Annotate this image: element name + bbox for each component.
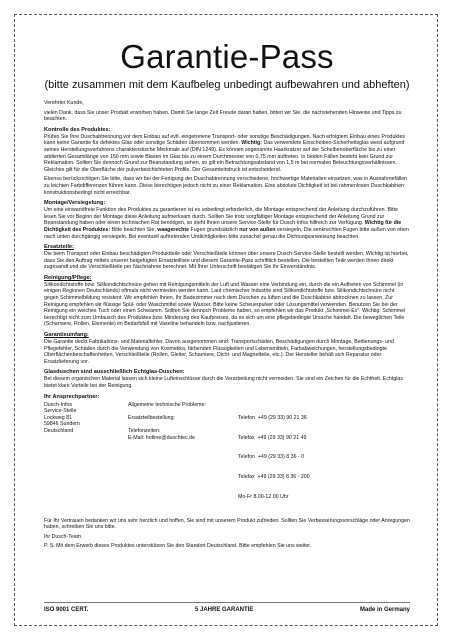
section-title-glas: Glasduschen sind ausschließlich Echtglas-Duschen:: [44, 369, 185, 376]
section-title-kontrolle: Kontrolle des Produktes:: [44, 126, 111, 133]
montage-text-c: Fugen grundsätzlich: [190, 226, 238, 233]
section-ansprechpartner: [44, 394, 410, 514]
contact-line: 59846 Sundern: [44, 421, 80, 428]
closing-text: Für Ihr Vertrauen bedanken wir uns sehr herzlich und hoffen, Sie sind mit unserem Produkt zufrieden. Sollten Sie Verbesserungsvorschläge oder Anregungen haben, schreiben Sie uns bitte.: [44, 517, 410, 531]
footer-divider: [44, 602, 410, 603]
contact-table: [44, 402, 410, 514]
ersatzteile-paragraph: Die beim Transport oder Einbau beschädigten Produktteile oder Verschleißteile können über unsere Dusch-Service-Stelle bestellt werden. Wichtig ist hierbei, dass Sie den Auftrag mittels unserer beigefügten Ersatzteilliste und diesem Garantie-Pass schriftlich bestellen. Die bestellten Teile werden Ihnen direkt zugesandt und die Verschleißteile per Nachnahme berechnet. Mit Ihrer Unterschrift bestätigen Sie Ihr Einverständnis.: [44, 251, 409, 271]
contact-line: Deutschland: [44, 427, 74, 434]
contact-phone-column: [238, 402, 410, 514]
intro-text: vielen Dank, dass Sie unser Produkt erworben haben. Damit Sie lange Zeit Freude daran haben, bitten wir Sie, die nachstehenden Hinweise und Tipps zu beachten.: [44, 109, 402, 123]
contact-line: Service-Stelle: [44, 408, 77, 415]
section-montage: [44, 200, 410, 240]
section-reinigung: [44, 275, 410, 328]
contact-line: Telefax +49 (29 33) 90 21 49: [238, 434, 307, 441]
contact-line: Telefonzeiten:: [128, 427, 161, 434]
section-title-ersatzteile: Ersatzteile:: [44, 244, 74, 251]
signature: Ihr Dusch-Team: [44, 533, 82, 540]
section-title-montage: Montage/Versiegelung:: [44, 200, 106, 207]
document-body: [44, 38, 410, 553]
montage-bold-2: waagerechte: [157, 226, 190, 233]
section-kontrolle: [44, 127, 410, 196]
contact-email[interactable]: E-Mail: hotline@duschtec.de: [128, 434, 195, 441]
glas-paragraph: Bei diesem organischen Material lassen sich kleine Lufteinschlüsse durch die Verarbeitung nicht vermeiden. Sie sind ein Zeichen für die Echtheit. Echtglas bietet klare Vorteile bei der Reinigung.: [44, 376, 403, 389]
kontrolle-text-a: Prüfen Sie Ihre Duschabtrennung vor dem Einbau auf evtl. eingetretene Transport- oder sonstige Beschädigungen. Nach erfolgtem Einbau eines Produktes kann keine Garantie für defektes Glas oder sonstige Schäden übernommen werden.: [44, 133, 406, 147]
footer: [44, 606, 410, 614]
montage-text-a: Um eine einwandfreie Funktion des Produktes zu garantieren ist es unbedingt erforderlich, die Montage entsprechend der Anleitung durchzuführen. Bitte lesen Sie vor Beginn der Montage diese Anleitung aufmerksam durch. Sollten Sie trotz sorgfältiger Montage entsprechend der Anleitung Grund zur Beanstandung haben oder einen technischen Rat benötigen, so steht Ihnen unsere Service-Stelle für Dusch-Infos hilfreich zur Verfügung.: [44, 207, 399, 227]
kontrolle-important-label: Wichtig:: [241, 140, 262, 147]
contact-topic-column: [128, 402, 230, 514]
reinigung-paragraph: Silikondichtstoffe bzw. Silikondichtschnüre gehen mit Reinigungsmitteln der Luft und Wasser eine Verbindung ein, durch die ein Auftreten von Schimmel (in einigen Regionen Deutschlands) oftmals nicht vermieden werden kann. Laut chemischer Industrie sind Silikondichtstoffe bzw. Silikondichtschnüre nicht gegen Schimmelbildung resistent. Wir empfehlen Ihnen, Ihr Badezimmer nach dem Duschen zu lüften und die Duschkabine abtrocknen zu lassen. Zur Reinigung empfehlen wir flüssige Spül- oder Waschmittel sowie Wasser. Bitte keine Scheuerpulver oder Lösungsmittel verwenden. Benutzen Sie bei der Reinigung ein weiches Tuch oder einen Schwamm. Sollten Sie dennoch Probleme haben, so empfehlen wir das Produkt „Schimmel-Ex“. Wichtig: Schimmel berechtigt nicht zum Umtausch des Produktes bzw. Minderung des Kaufpreises, da es sich um eine pflegebedingte Ursache handelt. Die beweglichen Teile (Scharniere, Rollen, Elemente) im Bedarfsfall mit Vaseline behandeln bzw. nachjustieren.: [44, 281, 406, 328]
contact-line: Telefon +49 (29 33) 8 36 - 0: [238, 454, 305, 461]
footer-iso: ISO 9001 CERT.: [44, 607, 89, 613]
contact-line: Mo-Fr 8.00-12.00 Uhr: [238, 493, 289, 500]
section-title-ansprechpartner: Ihr Ansprechpartner:: [44, 393, 100, 400]
section-glas: [44, 369, 410, 389]
contact-line: Lockweg 81: [44, 414, 73, 421]
contact-line: [128, 408, 230, 415]
montage-bold-1: Wichtig für die Dichtigkeit des Produktes:: [44, 220, 402, 233]
footer-guarantee: 5 JAHRE GARANTIE: [195, 607, 254, 613]
contact-line: Telefax +49 (29 33) 8 36 - 200: [238, 474, 310, 481]
contact-line: Telefon +49 (29 33) 90 21 36: [238, 414, 307, 421]
section-ersatzteile: [44, 244, 410, 271]
page-title: Garantie-Pass: [120, 38, 334, 75]
montage-text-b: Bitte beachten Sie,: [111, 226, 156, 233]
kontrolle-paragraph-2: Ebenso berücksichtigen Sie bitte, dass wir bei der Fertigung der Duschabtrennung verschiedene, hochwertige Materialien einsetzen, was in Ausnahmefällen zu leichten Farbdifferenzen führen kann. Diese berechtigen jedoch nicht zu einer Reklamation. Eine absolute Dichtigkeit ist bei rahmenlosen Duschkabinen konstruktionsbedingt nicht erreichbar.: [44, 176, 408, 196]
contact-address-column: [44, 402, 120, 514]
section-garantie: [44, 332, 410, 365]
garantie-paragraph: Die Garantie deckt Fabrikations- und Materialfehler. Davon ausgenommen sind: Transportschäden, Beschädigungen durch Montage, Bedienungs- und Pflegefehler, Schäden durch die Verwendung von Kosmetika, färbenden Flüssigkeiten und Lebensmitteln, Farbabweichungen, herstellungsbedingte Oberflächenbeschaffenheiten, Verschleißteile (Rollen, Gleiter, Scharniere, Dicht- und Magnetteile, etc.). Der Hersteller behält sich Reparatur oder Ersatzlieferung vor.: [44, 339, 394, 365]
contact-line: Allgemeine technische Probleme:: [128, 401, 206, 408]
kontrolle-text-b: Das verwendete Einscheiben-Sicherheitsglas weist aufgrund seines Herstellungsverfahrens charakteristische Merkmale auf (DIN 1249). Es können sogenannte Haarkratzer auf der Schelbenoberfläche bis zu einer addierten Gesamtlänge von 150 mm sowie Blasen im Glas bis zu einem Durchmesser von 0,75 mm auftreten. In beiden Fällen besteht kein Grund zur Reklamation. Sollten Sie dennoch Grund zur Beanstandung sehen, so gilt ein Betrachtungsabstand von 1,5 m bei normalen Beleuchtungsverhältnissen. Gleiches gilt für die Oberfläche der pulverbeschichteten Profile. Der Gesamteindruck ist entscheidend.: [44, 140, 405, 173]
montage-paragraph: [44, 207, 410, 240]
footer-made-in: Made in Germany: [359, 607, 410, 613]
kontrolle-paragraph-1: [44, 134, 410, 174]
montage-text-d: versiegeln. Die senkrechten Fugen bitte außen von oben nach unten durchgängig versiegeln. Bei eventuell auftretenden Undichtigkeiten bitte zunächst genau die Dichtungsanweisung beachten.: [44, 226, 409, 240]
section-title-garantie: Garantieumfang:: [44, 332, 89, 339]
contact-line: [128, 421, 230, 428]
postscript: P. S. Mit dem Erwerb dieses Produktes unterstützen Sie den Standort Deutschland. Bitte empfehlen Sie uns weiter.: [44, 543, 312, 550]
contact-line: Ersatzteilbestellung:: [128, 414, 175, 421]
subtitle: (bitte zusammen mit dem Kaufbeleg unbedingt aufbewahren und abheften): [44, 79, 410, 91]
montage-bold-3: nur von außen: [239, 226, 276, 233]
contact-line: Dusch-Infos: [44, 401, 73, 408]
section-title-reinigung: Reinigung/Pflege:: [44, 274, 92, 281]
greeting: Verehrter Kunde,: [44, 100, 84, 106]
